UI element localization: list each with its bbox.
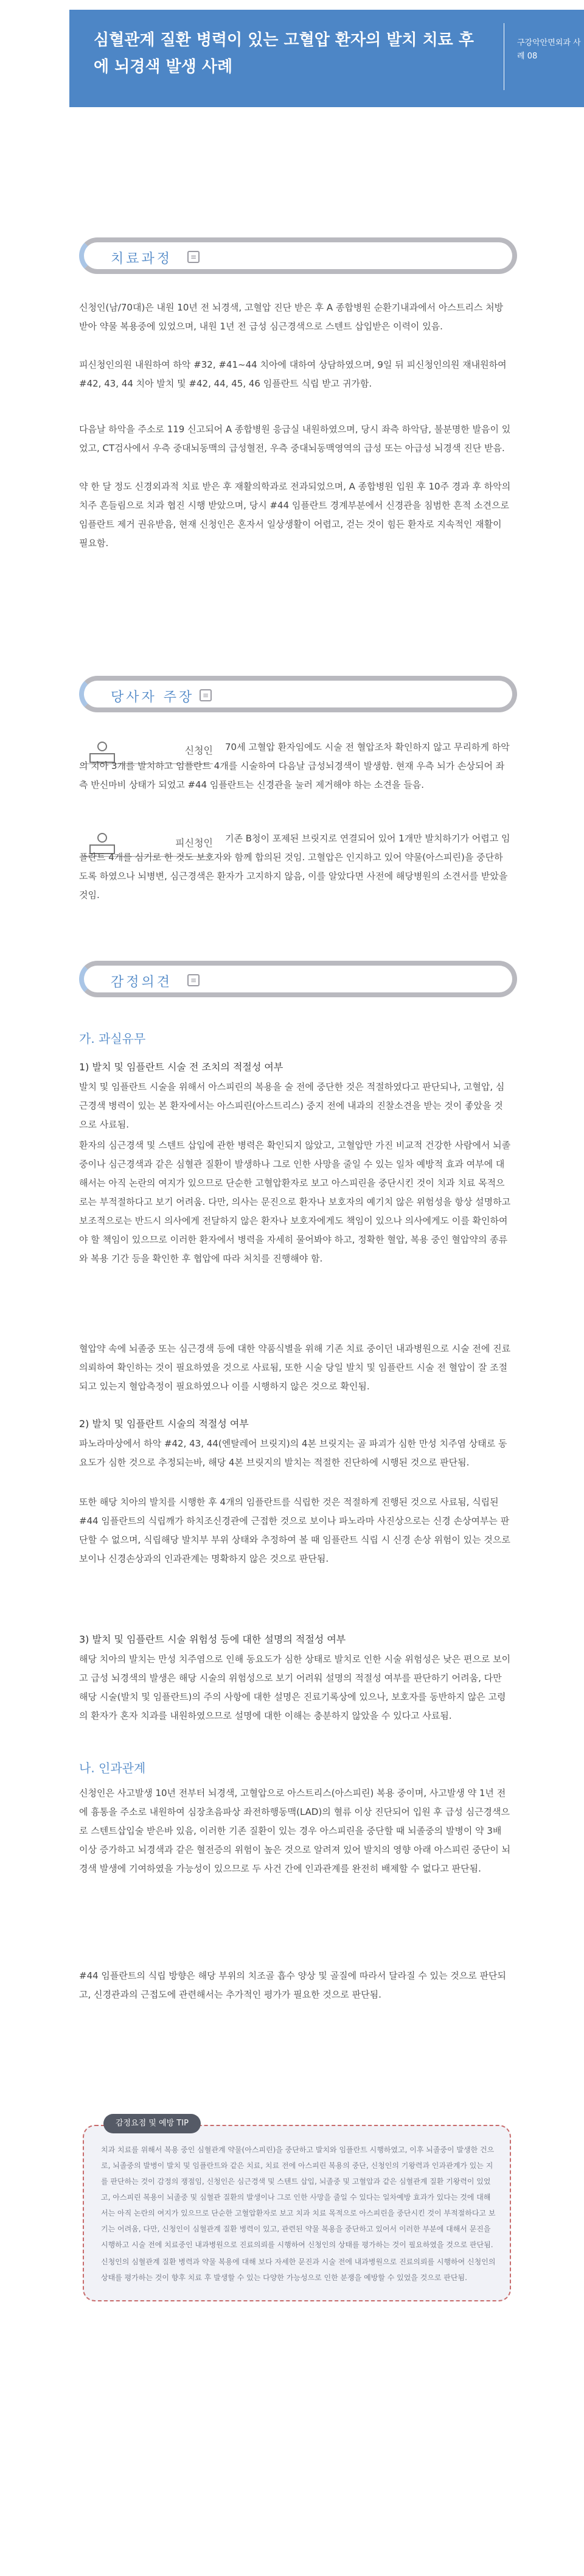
process-paragraph: 신청인(남/70대)은 내원 10년 전 뇌경색, 고혈압 진단 받은 후 A 종합병원 순환기내과에서 아스트리스 처방받아 약물 복용중에 있었으며, 내원 1년 전 급성 심근경색으로 스텐트 삽입받은 이력이 있음. (79, 302, 504, 332)
opinion-paragraph: 또한 해당 치아의 발치를 시행한 후 4개의 임플란트를 식립한 것은 적절하게 진행된 것으로 사료됨, 식립된 #44 임플란트의 식립깨가 하치조신경관에 근접한 것으로 보이나 파노라마 사진상으로는 신경 손상여부는 판단할 수 없으며, 식립해당 발치부 부위 상태와 추정하여 볼 때 임플란트 식립 시 신경 손상 위험이 있는 것으로 보이나 신경손상과의 인과관계는 명확하지 않은 것으로 판단됨. (79, 1497, 510, 1564)
document-icon: ≡ (187, 251, 200, 263)
opinion-paragraph: 해당 치아의 발치는 만성 치주염으로 인해 동요도가 심한 상태로 발치로 인한 시술 위험성은 낮은 편으로 보이고 급성 뇌경색의 발생은 해당 시술의 위험성으로 보기 어려워 설명의 적절성 여부를 판단하기 어려움, 다만 해당 시술(발치 및 임플란트)의 주의 사항에 대한 설명은 진료기록상에 있으나, 보호자를 동반하지 않은 고령의 환자가 혼자 치과를 내원하였으므로 설명에 대한 이해는 충분하지 않았을 수 있다고 사료됨. (79, 1654, 511, 1721)
tip-tab: 감정요점 및 예방 TIP (103, 2114, 201, 2133)
document-icon: ≡ (187, 974, 200, 986)
respondent-claim: 기존 B청이 포제된 브릿지로 연결되어 있어 1개만 발치하기가 어렵고 임플란트 4개를 심기로 한 것도 보호자와 함께 합의된 것임. 고혈압은 인지하고 있어 약물(아스피린)을 중단하도록 하였으나 뇌병변, 심근경색은 환자가 고지하지 않음, 이를 알았다면 사전에 해당병원의 소견서를 받았을 것임. (79, 833, 510, 900)
section-header-claims (79, 676, 517, 712)
subsection-fault: 가. 과실유무 (79, 1031, 146, 1046)
section-title-process: 치료과정 (111, 251, 173, 267)
tip-paragraph: 치과 치료를 위해서 복용 중인 심혈관계 약물(아스피린)을 중단하고 발치와 임플란트 시행하였고, 이후 뇌졸중이 발생한 건으로, 뇌졸중의 발병이 발치 및 임플란트와 같은 치료, 치료 전에 아스피린 복용의 중단, 신청인의 기왕력과 인과관계가 있는 지를 판단하는 것이 감정의 쟁점임, 신청인은 심근경색 및 스텐트 삽입, 뇌졸중 및 고혈압과 같은 심혈관계 질환 기왕력이 있었고, 아스피린 복용이 뇌졸중 및 심혈관 질환의 발생이나 그로 인한 사망을 줄일 수 있다는 일차예방 효과가 있다는 것에 대해서는 아직 논란의 여지가 있으므로 단순한 고혈압환자로 보고 치과 치료 목적으로 아스피린을 중단시킨 것이 부적절하다고 보기는 어려움, 다만, 신청인이 심혈관계 질환 병력이 있고, 관련된 약물 복용을 중단하고 있어서 이러한 부분에 대해서 문진을 시행하고 시술 전에 치료중인 내과병원으로 진료의뢰를 시행하여 신청인의 상태를 평가하는 것이 필요하였을 것으로 판단됨. (101, 2146, 496, 2249)
header-banner (69, 10, 584, 107)
opinion-paragraph: #44 임플란트의 식립 방향은 해당 부위의 치조골 흡수 양상 및 골질에 따라서 달라질 수 있는 것으로 판단되고, 신경관과의 근접도에 관련해서는 추가적인 평가가 필요한 것으로 판단됨. (79, 1970, 507, 2000)
subsection-causality: 나. 인과관계 (79, 1761, 146, 1775)
header-category: 구강악안면외과 사례 08 (517, 38, 581, 61)
section-title-opinion: 감정의견 (111, 975, 173, 990)
applicant-claim: 70세 고혈압 환자임에도 시술 전 혈압조차 확인하지 않고 무리하게 하악의 치아 3개를 발치하고 임플란트 4개를 시술하여 다음날 급성뇌경색이 발생함. 현재 우측 뇌가 손상되어 좌측 반신마비 상태가 되었고 #44 임플란트는 신경관을 눌러 제거해야 하는 소견을 들음. (79, 742, 510, 790)
opinion-paragraph: 발치 및 임플란트 시술을 위해서 아스피린의 복용을 술 전에 중단한 것은 적절하였다고 판단되나, 고혈압, 심근경색 병력이 있는 본 환자에서는 아스피린(아스트리스) 중지 전에 내과의 진찰소견을 받는 것이 좋았을 것으로 사료됨. (79, 1081, 505, 1130)
item-heading: 3) 발치 및 임플란트 시술 위험성 등에 대한 설명의 적절성 여부 (79, 1634, 346, 1645)
page-title: 심혈관계 질환 병력이 있는 고혈압 환자의 발치 치료 후에 뇌경색 발생 사례 (94, 31, 474, 76)
section-header-opinion (79, 961, 517, 997)
opinion-paragraph: 환자의 심근경색 및 스텐트 삽입에 관한 병력은 확인되지 않았고, 고혈압만 가진 비교적 건강한 사람에서 뇌졸중이나 심근경색과 같은 심혈관 질환이 발생하나 그로 인한 사망을 줄일 수 있는 일차 예방적 효과 여부에 대해서는 아직 논란의 여지가 있으므로 단순한 고혈압환자로 보고 아스피린을 중단시킨 것이 치과 치료 목적으로는 부적절하다고 보기 어려움. 다만, 의사는 문진으로 환자나 보호자의 예기치 않은 위험성을 항상 설명하고 보조적으로는 반드시 의사에게 전달하지 않은 환자나 보호자에게도 책임이 있으나 의사에게도 이를 확인하여야 할 책임이 있으므로 이러한 환자에서 병력을 자세히 물어봐야 하고, 정확한 혈압, 복용 중인 혈압약의 종류와 복용 기간 등을 확인한 후 협압에 따라 처치를 진행해야 함. (79, 1140, 511, 1264)
process-paragraph: 약 한 달 정도 신경외과적 치료 받은 후 재활의학과로 전과되었으며, A 종합병원 입원 후 10주 경과 후 하악의 치주 흔들림으로 치과 협진 시행 받았으며, 당시 #44 임플란트 경계부분에서 신경관을 침범한 흔적 소견으로 임플란트 제거 권유받음, 현재 신청인은 혼자서 일상생활이 어렵고, 걷는 것이 힘든 환자로 지속적인 재활이 필요함. (79, 481, 511, 549)
document-icon: ≡ (200, 689, 212, 701)
section-header-process (79, 237, 517, 274)
applicant-label: 신청인 (184, 745, 213, 756)
opinion-paragraph: 신청인은 사고발생 10년 전부터 뇌경색, 고혈압으로 아스트리스(아스피린) 복용 중이며, 사고발생 약 1년 전에 흉통을 주소로 내원하여 심장초음파상 좌전하행동맥(LAD)의 혈류 이상 진단되어 입원 후 급성 심근경색으로 스텐트삽입술 받은바 있음, 이러한 기존 질환이 있는 경우 아스피린을 중단할 때 뇌졸중의 발병이 약 3배 이상 증가하고 뇌경색과 같은 혈전증의 위험이 높은 것으로 알려져 있어 발치의 영향 아래 아스피린 중단이 뇌경색 발생에 기여하였을 가능성이 있으므로 두 사건 간에 인과관계를 완전히 배제할 수 없다고 판단됨. (79, 1788, 511, 1874)
process-paragraph: 다음날 하악을 주소로 119 신고되어 A 종합병원 응급실 내원하였으며, 당시 좌측 하악담, 불분명한 발음이 있었고, CT검사에서 우측 중대뇌동맥의 급성혈전, 우측 중대뇌동맥영역의 급성 또는 아급성 뇌경색 진단 받음. (79, 424, 511, 454)
process-paragraph: 피신청인의원 내원하여 하악 #32, #41~44 치아에 대하여 상담하였으며, 9일 뒤 피신청인의원 재내원하여 #42, 43, 44 치아 발치 및 #42, 44, 45, 46 임플란트 식립 받고 귀가함. (79, 359, 507, 389)
opinion-paragraph: 혈압약 속에 뇌졸중 또는 심근경색 등에 대한 약품식별을 위해 기존 치료 중이던 내과병원으로 시술 전에 진료의뢰하여 확인하는 것이 필요하였을 것으로 사료됨, 또한 시술 당일 발치 및 임플란트 시술 전 혈압이 잘 조절되고 있는지 혈압측정이 필요하였으나 이를 시행하지 않은 것으로 확인됨. (79, 1343, 511, 1392)
item-heading: 1) 발치 및 임플란트 시술 전 조치의 적절성 여부 (79, 1061, 283, 1073)
section-title-claims: 당사자 주장 (111, 690, 195, 705)
opinion-paragraph: 파노라마상에서 하악 #42, 43, 44(엔탈레어 브릿지)의 4본 브릿지는 골 파괴가 심한 만성 치주염 상태로 동요도가 심한 것으로 추정되는바, 해당 4본 브릿지의 발치는 적절한 진단하에 시행된 것으로 판단됨. (79, 1438, 507, 1468)
tip-paragraph: 신청인의 심혈관계 질환 병력과 약물 복용에 대해 보다 자세한 문진과 시술 전에 내과병원으로 진료의뢰를 시행하여 신청인의 상태를 평가하는 것이 향후 치료 후 발생할 수 있는 다양한 가능성으로 인한 분쟁을 예방할 수 있었을 것으로 판단됨. (101, 2258, 496, 2282)
item-heading: 2) 발치 및 임플란트 시술의 적절성 여부 (79, 1418, 249, 1430)
respondent-label: 피신청인 (175, 837, 213, 849)
